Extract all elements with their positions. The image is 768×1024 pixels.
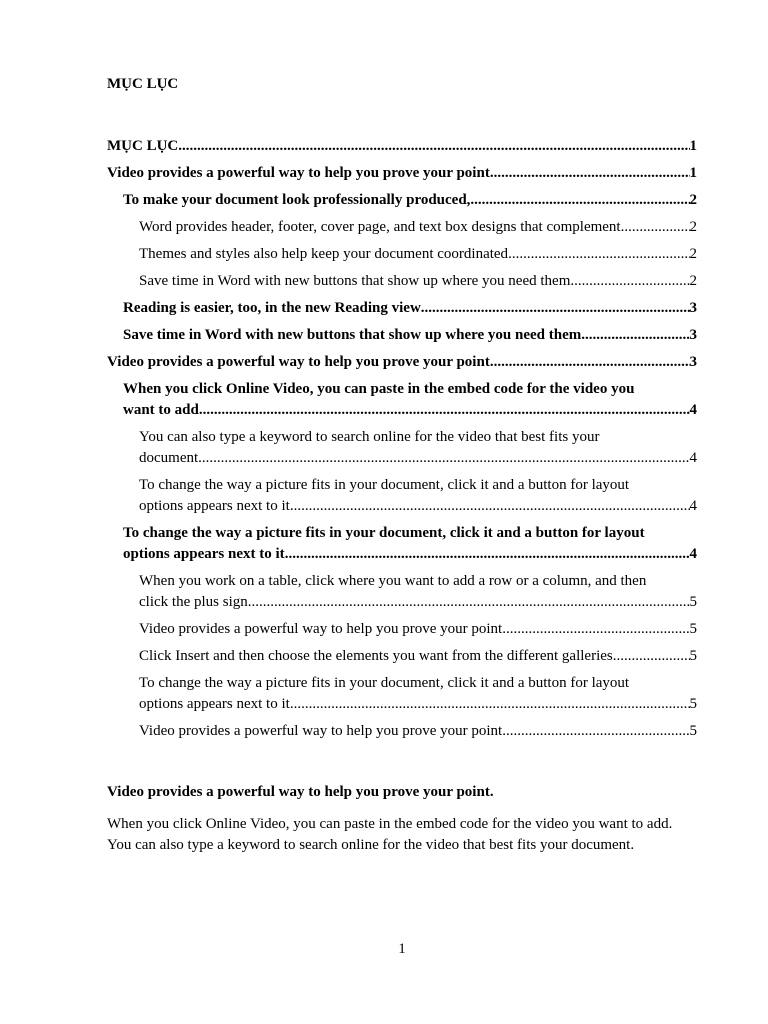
toc-page-number: 3	[689, 354, 697, 370]
toc-entry-text: Video provides a powerful way to help you prove your point	[107, 165, 490, 181]
section-heading: Video provides a powerful way to help you prove your point.	[107, 784, 494, 800]
toc-dot-leader	[421, 298, 690, 319]
toc-entry[interactable]	[107, 298, 697, 319]
toc-entry-text: options appears next to it	[123, 546, 285, 562]
toc-entry-text: To change the way a picture fits in your document, click it and a button for layout	[139, 477, 630, 493]
toc-entry[interactable]	[107, 475, 697, 517]
toc-entry[interactable]	[107, 646, 697, 667]
toc-dot-leader	[621, 217, 690, 238]
toc-page-number: 3	[689, 300, 697, 316]
toc-page-number: 4	[689, 450, 697, 466]
toc-page-number: 2	[689, 273, 697, 289]
toc-dot-leader	[178, 136, 689, 157]
toc-entry-text: Word provides header, footer, cover page, and text box designs that complement	[139, 219, 621, 235]
toc-entry-text: When you click Online Video, you can paste in the embed code for the video you	[123, 381, 635, 397]
toc-page-number: 4	[689, 546, 697, 562]
toc-entry-text: options appears next to it	[139, 696, 290, 712]
toc-dot-leader	[198, 448, 689, 469]
toc-page-number: 4	[689, 498, 697, 514]
toc-entry-text: You can also type a keyword to search online for the video that best fits your	[139, 429, 600, 445]
toc-page-number: 5	[689, 648, 697, 664]
toc-dot-leader	[199, 400, 690, 421]
toc-dot-leader	[613, 646, 690, 667]
toc-dot-leader	[508, 244, 689, 265]
toc-dot-leader	[248, 592, 690, 613]
toc-entry-text: Themes and styles also help keep your document coordinated	[139, 246, 509, 262]
toc-entry[interactable]	[107, 244, 697, 265]
toc-entry[interactable]	[107, 271, 697, 292]
toc-entry-text: Save time in Word with new buttons that show up where you need them	[139, 273, 571, 289]
toc-dot-leader	[490, 352, 690, 373]
toc-entry[interactable]	[107, 352, 697, 373]
toc-entry[interactable]	[107, 136, 697, 157]
toc-entry-text: To change the way a picture fits in your document, click it and a button for layout	[123, 525, 645, 541]
toc-entry[interactable]	[107, 190, 697, 211]
toc-dot-leader	[570, 271, 689, 292]
toc-entry-text: Click Insert and then choose the elements you want from the different galleries	[139, 648, 613, 664]
toc-page-number: 3	[689, 327, 697, 343]
toc-dot-leader	[581, 325, 689, 346]
toc-dot-leader	[290, 694, 690, 715]
toc-dot-leader	[470, 190, 689, 211]
toc-entry[interactable]	[107, 379, 697, 421]
toc-entry-text: options appears next to it	[139, 498, 290, 514]
toc-entry-text: Video provides a powerful way to help you prove your point	[139, 723, 503, 739]
toc-page-number: 5	[689, 723, 697, 739]
toc-entry-text: document	[139, 450, 199, 466]
toc-entry[interactable]	[107, 673, 697, 715]
toc-entry-text: To change the way a picture fits in your document, click it and a button for layout	[139, 675, 630, 691]
toc-dot-leader	[502, 619, 689, 640]
toc-page-number: 1	[689, 138, 697, 154]
toc-entry[interactable]	[107, 427, 697, 469]
toc-dot-leader	[285, 544, 690, 565]
toc-page-number: 1	[689, 165, 697, 181]
toc-page-number: 4	[689, 402, 697, 418]
page-number: 1	[398, 941, 406, 957]
toc-entry[interactable]	[107, 523, 697, 565]
toc-title: MỤC LỤC	[107, 76, 179, 92]
toc-entry[interactable]	[107, 217, 697, 238]
body-paragraph: When you click Online Video, you can paste in the embed code for the video you want to add. You can also type a keyword to search online for the video that best fits your document.	[107, 816, 673, 853]
toc-page-number: 2	[689, 192, 697, 208]
toc-entry[interactable]	[107, 163, 697, 184]
toc-entry-text: Reading is easier, too, in the new Reading view	[123, 300, 421, 316]
toc-page-number: 2	[689, 219, 697, 235]
toc-entry-text: To make your document look professionally produced,	[123, 192, 471, 208]
toc-page-number: 5	[689, 696, 697, 712]
toc-entry-text: MỤC LỤC	[107, 138, 179, 154]
toc-dot-leader	[490, 163, 690, 184]
toc-page-number: 2	[689, 246, 697, 262]
toc-entry-text: click the plus sign	[139, 594, 248, 610]
toc-entry-text: Video provides a powerful way to help you prove your point	[139, 621, 503, 637]
toc-entry-text: Save time in Word with new buttons that show up where you need them	[123, 327, 582, 343]
toc-entry[interactable]	[107, 619, 697, 640]
toc-dot-leader	[502, 721, 689, 742]
toc-entry-text: When you work on a table, click where you want to add a row or a column, and then	[139, 573, 647, 589]
toc-page-number: 5	[689, 594, 697, 610]
toc-entry-text: want to add	[123, 402, 199, 418]
toc-entry[interactable]	[107, 571, 697, 613]
toc-entry-text: Video provides a powerful way to help you prove your point	[107, 354, 490, 370]
toc-page-number: 5	[689, 621, 697, 637]
table-of-contents	[107, 136, 697, 748]
toc-entry[interactable]	[107, 721, 697, 742]
toc-entry[interactable]	[107, 325, 697, 346]
toc-dot-leader	[290, 496, 690, 517]
